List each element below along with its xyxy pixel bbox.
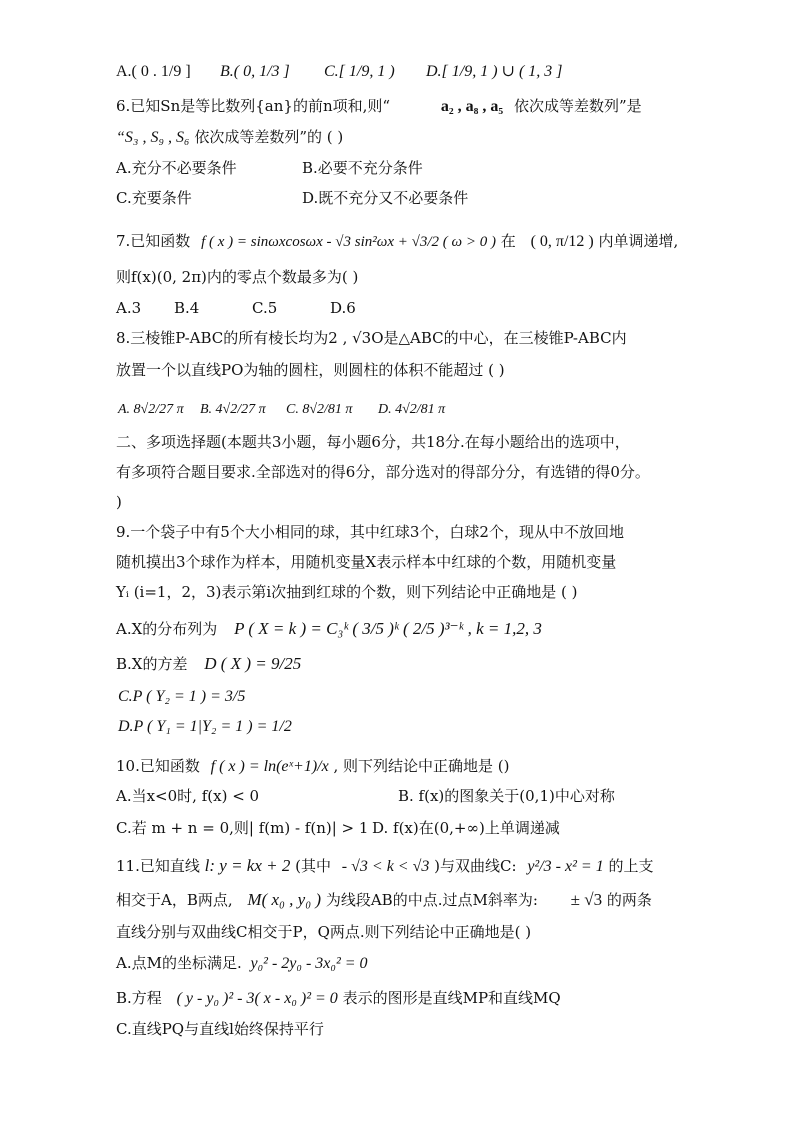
q9-line3 (116, 582, 577, 602)
q5-option-c: C.[ 1/9, 1 ) (324, 63, 395, 80)
q6-math-a: a₂ , a₈ , a₅ (440, 98, 504, 115)
q7-function: f ( x ) = sinωxcosωx - √3 sin²ωx + √3/2 ( ω > 0 ) (201, 234, 496, 250)
section2-heading-3: ) (116, 493, 122, 511)
q11-option-b-row (116, 988, 561, 1009)
q11-stem: 11.已知直线 (116, 857, 200, 875)
q6-option-d: D.既不充分又不必要条件 (302, 189, 469, 207)
q11-stem3: 直线分别与双曲线C相交于P，Q两点.则下列结论中正确地是( ) (116, 923, 532, 941)
q6-option-a: A.充分不必要条件 (116, 159, 237, 177)
q7-option-a: A.3 (116, 299, 142, 317)
q5-option-b: B.( 0, 1/3 ] (220, 63, 290, 80)
q7-line1 (116, 231, 678, 252)
q5-option-d: D.[ 1/9, 1 ) ∪ ( 1, 3 ] (426, 63, 563, 80)
q10-stem-tail: , 则下列结论中正确地是 () (333, 757, 510, 775)
section2-line1 (116, 432, 630, 452)
q10-function: f ( x ) = ln(eˣ+1)/x (210, 758, 329, 775)
q8-option-d: D. 4√2/81 π (378, 402, 446, 417)
q9-option-a-math: P ( X = k ) = C₃ᵏ ( 3/5 )ᵏ ( 2/5 )³⁻ᵏ , k = 1,2, 3 (234, 619, 542, 638)
q11-line-eq: l: y = kx + 2 (204, 856, 291, 875)
q6-stem-tail2: 依次成等差数列”的 ( ) (194, 128, 344, 146)
q6-line1 (116, 96, 642, 117)
q6-stem: 6.已知Sn是等比数列{an}的前n项和,则“ (116, 97, 391, 115)
q9-stem3: Yᵢ (i=1，2，3)表示第i次抽到红球的个数，则下列结论中正确地是 ( ) (116, 583, 578, 601)
q9-option-d: D.P ( Y₁ = 1|Y₂ = 1 ) = 1/2 (118, 718, 292, 735)
q6-option-b: B.必要不充分条件 (302, 159, 423, 177)
q11-option-a-label: A.点M的坐标满足. (116, 954, 242, 972)
q9-option-a-label: A.X的分布列为 (116, 620, 218, 638)
q11-option-c: C.直线PQ与直线l始终保持平行 (116, 1020, 324, 1038)
q11-stem-mid2: )与双曲线C: (434, 857, 517, 875)
q7-line2 (116, 267, 358, 287)
q9-option-b-row (116, 654, 301, 674)
q11-stem2: 相交于A，B两点, (116, 891, 233, 909)
section2-line3 (116, 492, 122, 512)
q8-stem2: 放置一个以直线PO为轴的圆柱，则圆柱的体积不能超过 ( ) (116, 361, 505, 379)
section2-line2 (116, 462, 650, 482)
q11-line2 (116, 890, 652, 910)
q6-math-s: “S₃ , S₉ , S₆ (116, 129, 190, 146)
q9-option-d-row (116, 716, 292, 737)
q9-stem2: 随机摸出3个球作为样本，用随机变量X表示样本中红球的个数，用随机变量 (116, 553, 617, 571)
q8-option-a: A. 8√2/27 π (118, 402, 184, 417)
q5-option-a: A.( 0 . 1/9 ] (116, 63, 191, 80)
q9-stem: 9.一个袋子中有5个大小相同的球，其中红球3个，白球2个，现从中不放回地 (116, 523, 624, 541)
q7-option-b: B.4 (174, 299, 200, 317)
q10-option-a: A.当x<0时, f(x) < 0 (116, 787, 260, 805)
q7-interval: ( 0, π/12 ) (530, 233, 594, 250)
q6-stem-tail: 依次成等差数列”是 (514, 97, 642, 115)
q11-option-a-math: y₀² - 2y₀ - 3x₀² = 0 (250, 955, 368, 972)
q7-option-c: C.5 (252, 299, 278, 317)
q8-option-c: C. 8√2/81 π (286, 402, 353, 417)
q9-line1 (116, 522, 624, 542)
q11-option-b-label: B.方程 (116, 989, 162, 1007)
q7-stem-mid: 在 (500, 232, 516, 250)
q8-stem: 8.三棱锥P-ABC的所有棱长均为2 , √3O是△ABC的中心，在三棱锥P-ABC内 (116, 329, 627, 347)
q11-k-range: - √3 < k < √3 (341, 858, 430, 875)
q11-slope: ± √3 (570, 890, 603, 909)
q10-option-c: C.若 m + n = 0,则| f(m) - f(n)| > 1 (116, 819, 369, 837)
q6-option-c: C.充要条件 (116, 189, 192, 207)
q11-option-b-math: ( y - y₀ )² - 3( x - x₀ )² = 0 (176, 990, 338, 1007)
q9-line2 (116, 552, 616, 572)
q11-stem2-tail: 为线段AB的中点.过点M斜率为: (325, 891, 538, 909)
q11-option-c-row (116, 1019, 324, 1039)
q11-hyperbola: y²/3 - x² = 1 (527, 858, 604, 875)
q7-stem-tail: 内单调递增, (598, 232, 679, 250)
q11-option-a-row (116, 953, 368, 974)
q11-stem-tail: 的上支 (608, 857, 654, 875)
q9-option-c: C.P ( Y₂ = 1 ) = 3/5 (118, 688, 246, 705)
q7-stem2: 则f(x)(0, 2π)内的零点个数最多为( ) (116, 268, 359, 286)
q11-stem-mid: (其中 (295, 857, 331, 875)
q11-line1 (116, 856, 654, 877)
q10-line1 (116, 756, 510, 777)
q11-stem2-end: 的两条 (606, 891, 652, 909)
q8-line2 (116, 360, 505, 380)
q8-line1 (116, 328, 627, 348)
q8-option-b: B. 4√2/27 π (200, 402, 266, 417)
q6-line2 (116, 127, 343, 148)
q9-option-a-row (116, 619, 542, 639)
q11-line3 (116, 922, 531, 942)
q11-option-b-tail: 表示的图形是直线MP和直线MQ (342, 989, 561, 1007)
q9-option-b-label: B.X的方差 (116, 655, 188, 673)
q9-option-b-math: D ( X ) = 9/25 (204, 654, 302, 673)
section2-heading-2: 有多项符合题目要求.全部选对的得6分，部分选对的得部分分，有选错的得0分。 (116, 463, 650, 481)
q11-midpoint: M( x₀ , y₀ ) (247, 890, 322, 909)
q9-option-c-row (116, 686, 245, 707)
section2-heading: 二、多项选择题(本题共3小题，每小题6分，共18分.在每小题给出的选项中， (116, 433, 630, 451)
q10-option-b: B. f(x)的图象关于(0,1)中心对称 (398, 787, 615, 805)
q10-option-d: D. f(x)在(0,+∞)上单调递减 (372, 819, 560, 837)
q7-option-d: D.6 (330, 299, 356, 317)
q10-stem: 10.已知函数 (116, 757, 200, 775)
q7-stem: 7.已知函数 (116, 232, 191, 250)
